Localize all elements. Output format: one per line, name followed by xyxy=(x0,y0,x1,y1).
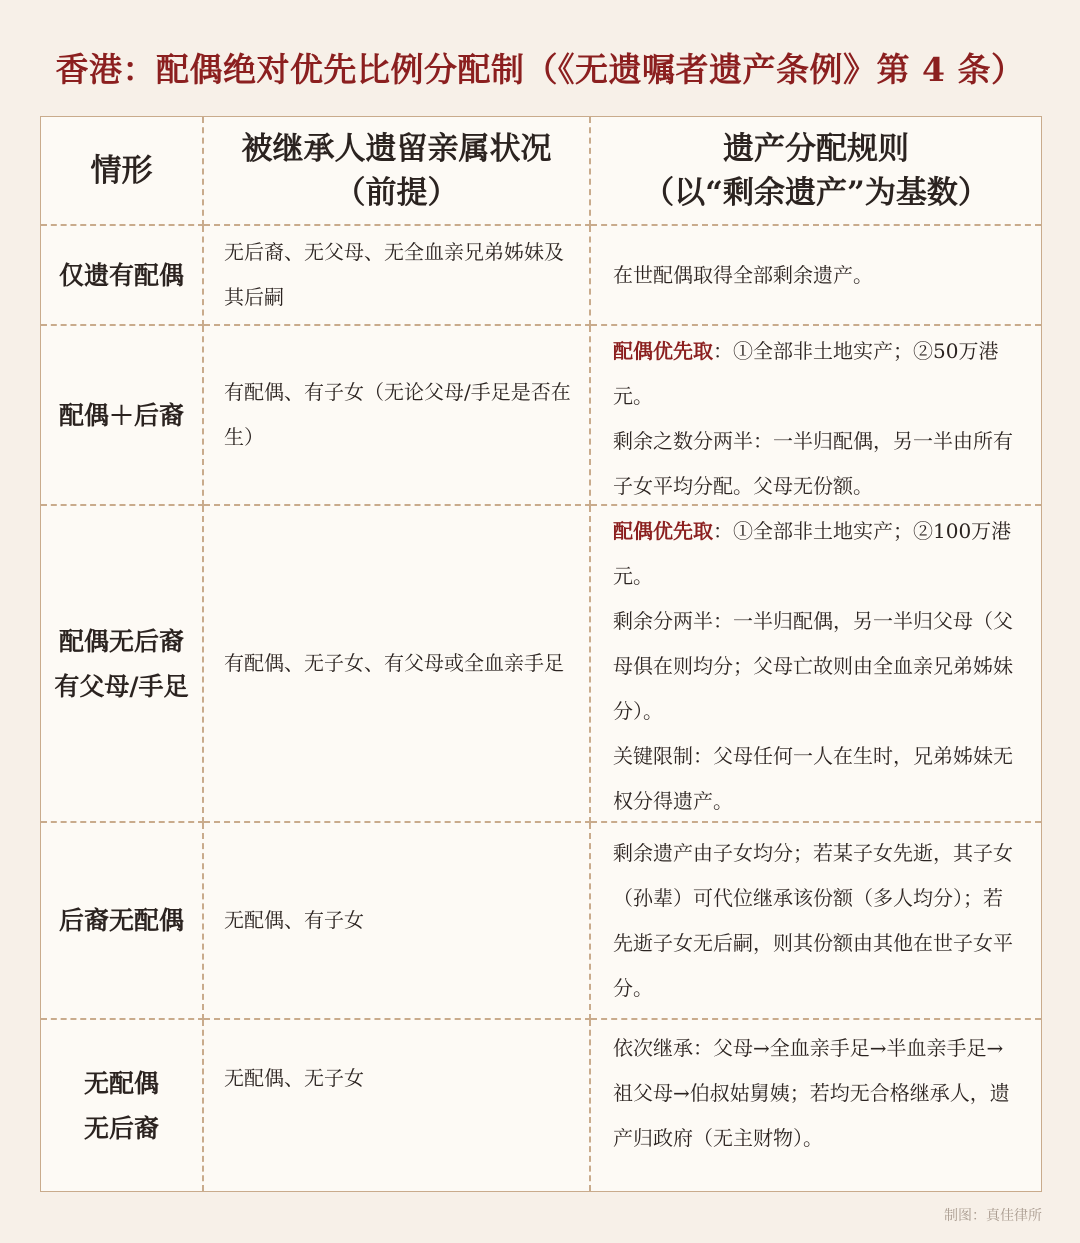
rule-text: 关键限制：父母任何一人在生时，兄弟姊妹无权分得遗产。 xyxy=(613,744,1013,813)
header-rule-line-1: 遗产分配规则 xyxy=(723,130,909,167)
header-rule xyxy=(591,117,1041,226)
rule-paragraph xyxy=(613,1026,1017,1161)
page-title: 香港：配偶绝对优先比例分配制（《无遗嘱者遗产条例》第 4 条） xyxy=(55,50,1025,89)
rule-paragraph xyxy=(613,831,1017,1011)
row-3-rule xyxy=(591,506,1041,823)
row-4-situation xyxy=(41,823,204,1020)
rule-text: ：①全部非土地实产；②100万港元。 xyxy=(613,519,1012,588)
row-2-rule xyxy=(591,326,1041,506)
premise-text: 无后裔、无父母、无全血亲兄弟姊妹及其后嗣 xyxy=(224,240,564,309)
header-premise xyxy=(204,117,591,226)
rule-text: 依次继承：父母→全血亲手足→半血亲手足→祖父母→伯叔姑舅姨；若均无合格继承人，遗产归政府（无主财物）。 xyxy=(613,1036,1010,1150)
situation-line: 后裔无配偶 xyxy=(58,906,184,935)
row-2-premise xyxy=(204,326,591,506)
row-1-premise xyxy=(204,226,591,326)
premise-text: 有配偶、无子女、有父母或全血亲手足 xyxy=(224,651,564,675)
situation-line: 无配偶 xyxy=(83,1068,159,1098)
row-4-premise xyxy=(204,823,591,1020)
header-rule-line-2: （以“剩余遗产”为基数） xyxy=(643,174,989,211)
situation-line: 仅遗有配偶 xyxy=(58,260,184,290)
premise-text: 无配偶、有子女 xyxy=(224,908,364,932)
rule-prefix: 配偶优先取 xyxy=(613,519,713,543)
row-5-situation xyxy=(41,1020,204,1191)
rule-paragraph xyxy=(613,253,1017,298)
row-1-situation xyxy=(41,226,204,326)
header-premise-line-1: 被继承人遗留亲属状况 xyxy=(241,130,552,167)
rule-paragraph xyxy=(613,329,1017,419)
situation-line: 无后裔 xyxy=(83,1113,159,1143)
row-3-premise xyxy=(204,506,591,823)
header-situation-label: 情形 xyxy=(90,152,153,189)
rule-paragraph xyxy=(613,419,1017,506)
rule-paragraph xyxy=(613,599,1017,734)
situation-line: 配偶＋后裔 xyxy=(58,400,184,430)
row-1-rule xyxy=(591,226,1041,326)
situation-line: 有父母/手足 xyxy=(54,671,189,701)
header-situation xyxy=(41,117,204,226)
premise-text: 无配偶、无子女 xyxy=(224,1066,364,1090)
rule-text: 剩余遗产由子女均分；若某子女先逝，其子女（孙辈）可代位继承该份额（多人均分）；若先逝子女无后嗣，则其份额由其他在世子女平分。 xyxy=(613,840,1013,1000)
situation-line: 配偶无后裔 xyxy=(58,626,184,656)
row-2-situation xyxy=(41,326,204,506)
rule-text: 剩余分两半：一半归配偶，另一半归父母（父母俱在则均分；父母亡故则由全血亲兄弟姊妹分）。 xyxy=(613,609,1013,723)
rule-paragraph xyxy=(613,509,1017,599)
rule-text: 在世配偶取得全部剩余遗产。 xyxy=(613,262,873,287)
chart-credit: 制图：真佳律所 xyxy=(944,1208,1042,1224)
row-3-situation xyxy=(41,506,204,823)
rule-prefix: 配偶优先取 xyxy=(613,339,713,363)
row-5-premise xyxy=(204,1020,591,1191)
rule-text: ：①全部非土地实产；②50万港元。 xyxy=(613,339,999,408)
header-premise-line-2: （前提） xyxy=(334,174,459,211)
rule-text: 剩余之数分两半：一半归配偶，另一半由所有子女平均分配。父母无份额。 xyxy=(613,429,1013,498)
row-5-rule xyxy=(591,1020,1041,1191)
inheritance-table xyxy=(40,116,1042,1192)
premise-text: 有配偶、有子女（无论父母/手足是否在生） xyxy=(224,380,571,449)
rule-paragraph xyxy=(613,734,1017,823)
row-4-rule xyxy=(591,823,1041,1020)
